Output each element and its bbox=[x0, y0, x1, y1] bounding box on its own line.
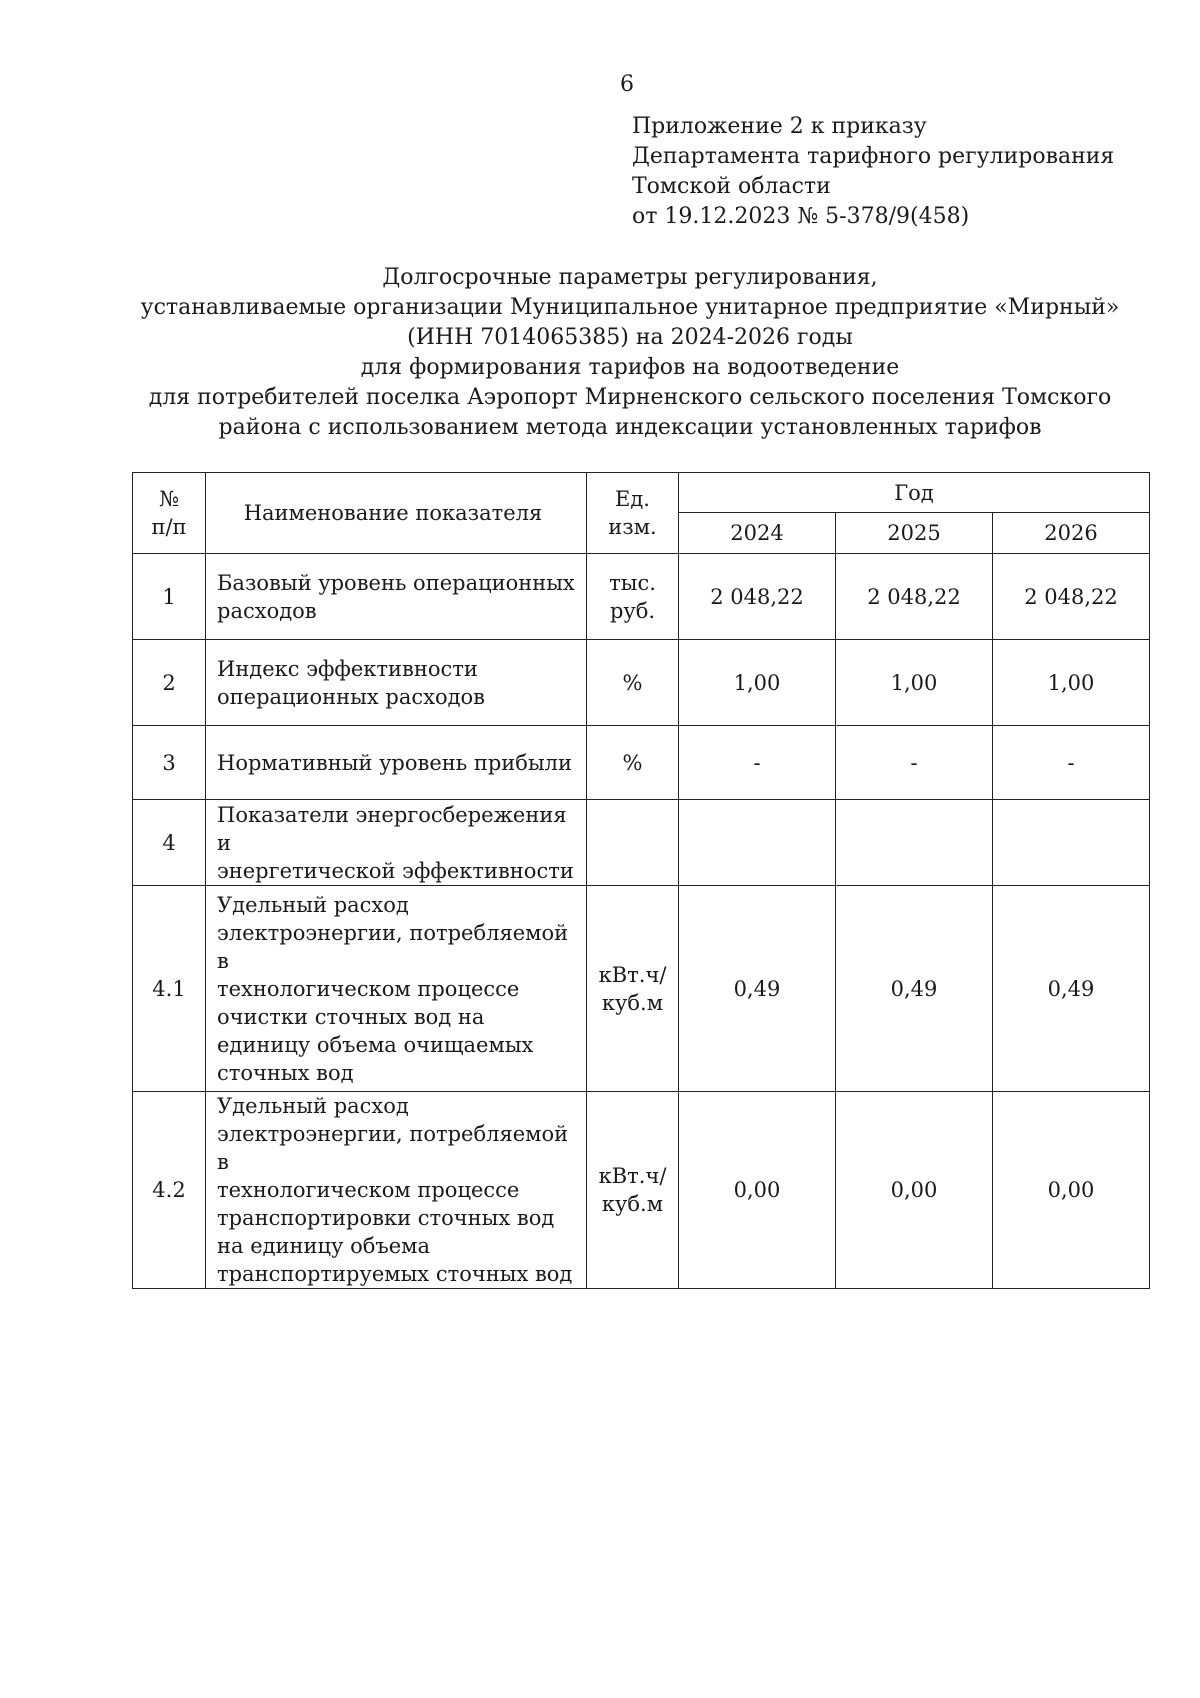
row-name: Базовый уровень операционных расходов bbox=[206, 554, 587, 640]
table-row bbox=[133, 886, 1150, 1092]
row-num: 3 bbox=[133, 726, 206, 800]
row-value: 2 048,22 bbox=[679, 554, 836, 640]
row-unit: % bbox=[587, 640, 679, 726]
page-number: 6 bbox=[620, 72, 634, 97]
appendix-line: Департамента тарифного регулирования bbox=[632, 144, 1115, 169]
appendix-block bbox=[632, 112, 1114, 232]
row-value: 2 048,22 bbox=[836, 554, 993, 640]
row-name: Удельный расход электроэнергии, потребляемой в технологическом процессе очистки сточных вод на единицу объема очищаемых сточных вод bbox=[206, 886, 587, 1092]
table-row bbox=[133, 1092, 1150, 1289]
row-value: 1,00 bbox=[993, 640, 1150, 726]
title-line: Долгосрочные параметры регулирования, bbox=[382, 265, 878, 290]
title-line: для формирования тарифов на водоотведение bbox=[360, 355, 900, 380]
row-value: 0,00 bbox=[993, 1092, 1150, 1289]
title-line: для потребителей поселка Аэропорт Мирненского сельского поселения Томского bbox=[148, 385, 1112, 410]
table-row bbox=[133, 726, 1150, 800]
row-num: 4 bbox=[133, 800, 206, 886]
row-value: - bbox=[836, 726, 993, 800]
row-value: 0,00 bbox=[679, 1092, 836, 1289]
row-num: 1 bbox=[133, 554, 206, 640]
table-row bbox=[133, 800, 1150, 886]
header-year: 2026 bbox=[993, 513, 1150, 554]
row-value: 0,49 bbox=[993, 886, 1150, 1092]
row-value: 0,49 bbox=[836, 886, 993, 1092]
appendix-order-date: от 19.12.2023 № 5-378/9(458) bbox=[632, 204, 970, 229]
row-name: Показатели энергосбережения и энергетической эффективности bbox=[206, 800, 587, 886]
row-num: 4.1 bbox=[133, 886, 206, 1092]
row-unit: тыс. руб. bbox=[587, 554, 679, 640]
header-year: 2024 bbox=[679, 513, 836, 554]
row-value bbox=[679, 800, 836, 886]
row-value bbox=[993, 800, 1150, 886]
title-line: устанавливаемые организации Муниципальное унитарное предприятие «Мирный» bbox=[140, 295, 1120, 320]
row-name: Нормативный уровень прибыли bbox=[206, 726, 587, 800]
row-value: 1,00 bbox=[679, 640, 836, 726]
row-unit bbox=[587, 800, 679, 886]
row-num: 4.2 bbox=[133, 1092, 206, 1289]
row-name: Удельный расход электроэнергии, потребляемой в технологическом процессе транспортировки сточных вод на единицу объема транспортируемых сточных вод bbox=[206, 1092, 587, 1289]
row-value: 0,00 bbox=[836, 1092, 993, 1289]
row-value: 2 048,22 bbox=[993, 554, 1150, 640]
table-row bbox=[133, 554, 1150, 640]
appendix-line: Томской области bbox=[632, 174, 831, 199]
appendix-line: Приложение 2 к приказу bbox=[632, 114, 927, 139]
title-line: (ИНН 7014065385) на 2024-2026 годы bbox=[407, 325, 853, 350]
row-unit: кВт.ч/ куб.м bbox=[587, 886, 679, 1092]
header-unit: Ед. изм. bbox=[587, 473, 679, 554]
row-num: 2 bbox=[133, 640, 206, 726]
title-line: района с использованием метода индексации установленных тарифов bbox=[218, 415, 1042, 440]
row-value: - bbox=[679, 726, 836, 800]
row-value: 0,49 bbox=[679, 886, 836, 1092]
header-year-group: Год bbox=[679, 473, 1150, 513]
row-name: Индекс эффективности операционных расходов bbox=[206, 640, 587, 726]
table-row bbox=[133, 640, 1150, 726]
header-name: Наименование показателя bbox=[206, 473, 587, 554]
row-value: 1,00 bbox=[836, 640, 993, 726]
document-title bbox=[130, 263, 1130, 443]
header-num: № п/п bbox=[133, 473, 206, 554]
parameters-table bbox=[132, 472, 1150, 1289]
row-unit: кВт.ч/ куб.м bbox=[587, 1092, 679, 1289]
header-year: 2025 bbox=[836, 513, 993, 554]
row-unit: % bbox=[587, 726, 679, 800]
row-value: - bbox=[993, 726, 1150, 800]
row-value bbox=[836, 800, 993, 886]
